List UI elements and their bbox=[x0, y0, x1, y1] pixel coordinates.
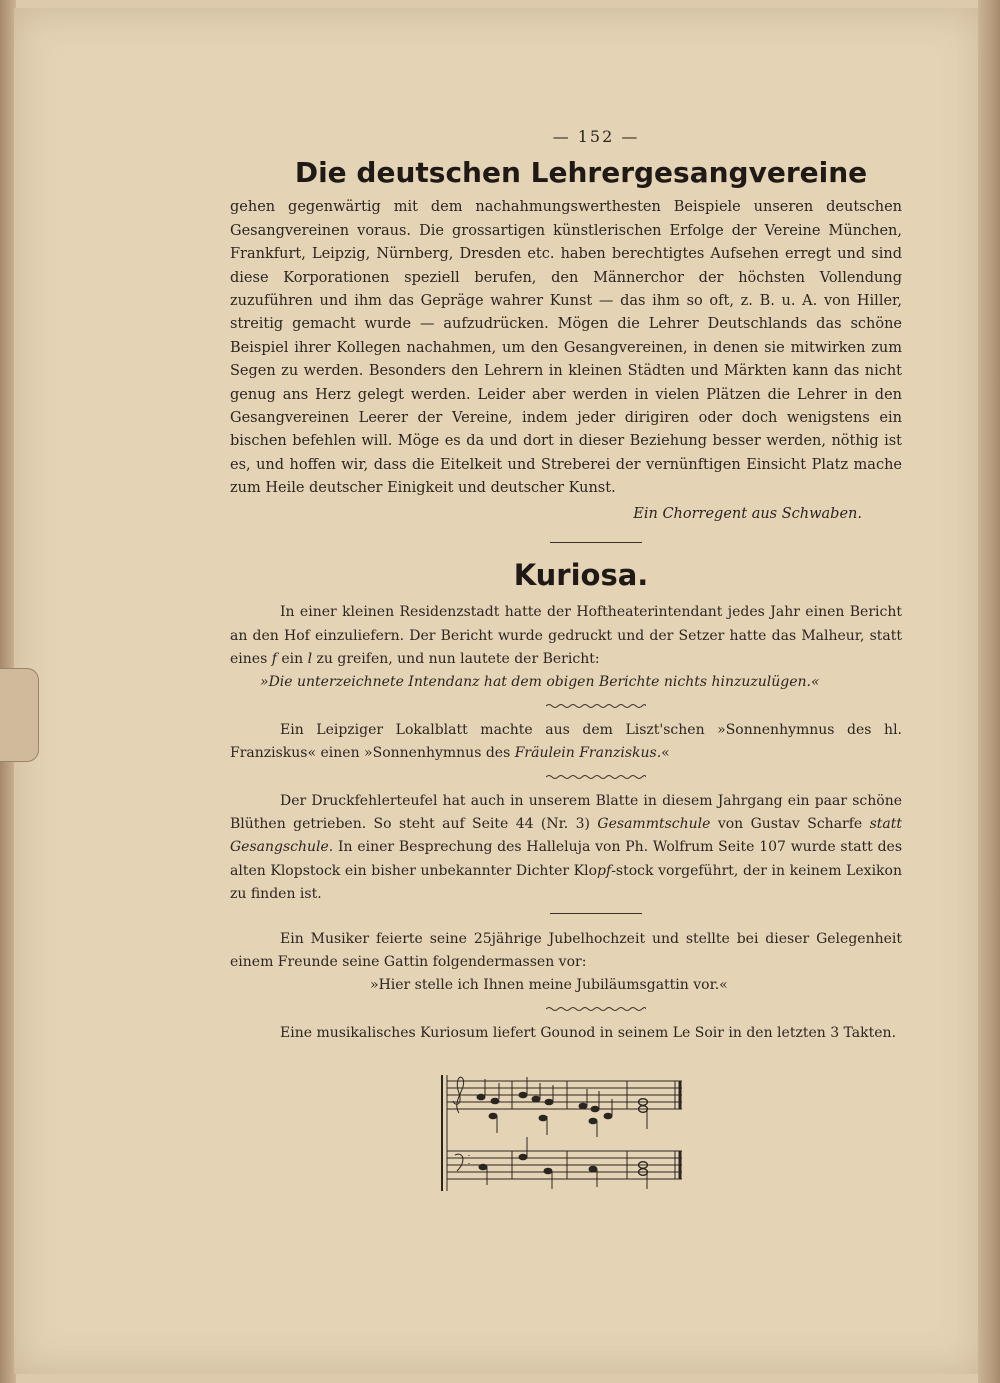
kuriosa-item-5: Eine musikalisches Kuriosum liefert Gounod in seinem Le Soir in den letzten 3 Takten. bbox=[280, 1024, 897, 1041]
wavy-divider bbox=[546, 703, 646, 709]
kuriosa-item-2 bbox=[230, 719, 902, 766]
kuriosa-item-1-f: f bbox=[271, 650, 277, 667]
music-notation-excerpt bbox=[437, 1071, 902, 1209]
page-number: — 152 — bbox=[552, 127, 640, 146]
kuriosa-item-4: Ein Musiker feierte seine 25jährige Jubelhochzeit und stellte bei dieser Gelegenheit einem Freunde seine Gattin folgendermassen vor: bbox=[230, 930, 902, 970]
kuriosa-item-3-b: Gesammtschule bbox=[597, 815, 711, 832]
kuriosa-item-3-g: -stock vorgeführt, der in keinem Lexikon zu finden ist. bbox=[230, 862, 902, 903]
kuriosa-item-1 bbox=[230, 601, 902, 671]
section-divider bbox=[550, 913, 642, 914]
kuriosa-item-2-end: « bbox=[661, 745, 670, 762]
kuriosa-item-3-c: von Gustav Scharfe bbox=[717, 815, 863, 832]
section-divider bbox=[550, 542, 642, 543]
kuriosa-item-2-italic: Fräulein Franziskus. bbox=[514, 745, 662, 762]
bookmark-tab bbox=[0, 668, 39, 762]
page-content bbox=[230, 125, 902, 1210]
article-body-lehrergesangvereine: gehen gegenwärtig mit dem nachahmungswerthesten Beispiele unseren deutschen Gesangvereinen voraus. Die grossartigen künstlerischen Erfolge der Vereine München, Frankfurt, Leipzig, Nürnberg, Dresden etc. haben berechtigtes Aufsehen erregt und sind diese Korporationen speziell berufen, den Männerchor der höchsten Vollendung zuzuführen und ihm das Gepräge wahrer Kunst — das ihm so oft, z. B. u. A. von Hiller, streitig gemacht wurde — aufzudrücken. Mögen die Lehrer Deutschlands das schöne Beispiel ihrer Kollegen nachahmen, um den Gesangvereinen, in denen sie mitwirken zum Segen zu werden. Besonders den Lehrern in kleinen Städten und Märkten kann das nicht genug ans Herz gelegt werden. Leider aber werden in vielen Plätzen die Lehrer in den Gesangvereinen Leerer der Vereine, indem jeder dirigiren oder doch wenigstens ein bischen befehlen will. Möge es da und dort in dieser Beziehung besser werden, nöthig ist es, und hoffen wir, dass die Eitelkeit und Streberei der vernünftigen Einsicht Platz mache zum Heile deutscher Einigkeit und deutscher Kunst. bbox=[230, 199, 902, 497]
kuriosa-item-1-quote: »Die unterzeichnete Intendanz hat dem obigen Berichte nichts hinzuzulügen.« bbox=[260, 674, 820, 691]
kuriosa-item-3 bbox=[230, 790, 902, 907]
kuriosa-item-3-f: pf bbox=[597, 862, 612, 879]
wavy-divider bbox=[546, 774, 646, 780]
kuriosa-item-4-quote: »Hier stelle ich Ihnen meine Jubiläumsgattin vor.« bbox=[370, 977, 728, 994]
kuriosa-item-3-d: statt Gesangschule. bbox=[230, 815, 903, 856]
kuriosa-item-3-a: Der Druckfehlerteufel hat auch in unserem Blatte in diesem Jahrgang ein paar schöne Blüthen getrieben. So steht auf Seite 44 (Nr. 3) bbox=[230, 792, 902, 832]
article-title-lehrergesangvereine: Die deutschen Lehrergesangvereine bbox=[294, 156, 868, 190]
kuriosa-item-1-ein: ein bbox=[281, 650, 304, 667]
page-edge-right bbox=[978, 0, 1000, 1383]
kuriosa-item-1-l: l bbox=[307, 650, 313, 667]
kuriosa-item-3-e: In einer Besprechung des Halleluja von Ph. Wolfrum Seite 107 wurde statt des alten Klopstock ein bisher unbekannter Dichter Klo bbox=[230, 839, 903, 879]
kuriosa-item-2-text: Ein Leipziger Lokalblatt machte aus dem Liszt'schen »Sonnenhymnus des hl. Franziskus« einen »Sonnenhymnus des bbox=[230, 721, 902, 762]
article-signature: Ein Chorregent aus Schwaben. bbox=[633, 505, 862, 522]
gounod-score-image bbox=[437, 1071, 687, 1201]
wavy-divider bbox=[546, 1006, 646, 1012]
kuriosa-item-1-rest: zu greifen, und nun lautete der Bericht: bbox=[316, 650, 600, 667]
kuriosa-item-1-text: In einer kleinen Residenzstadt hatte der Hoftheaterintendant jedes Jahr einen Bericht an den Hof einzuliefern. Der Bericht wurde gedruckt und der Setzer hatte das Malheur, statt eines bbox=[230, 604, 902, 667]
article-title-kuriosa: Kuriosa. bbox=[513, 558, 649, 593]
